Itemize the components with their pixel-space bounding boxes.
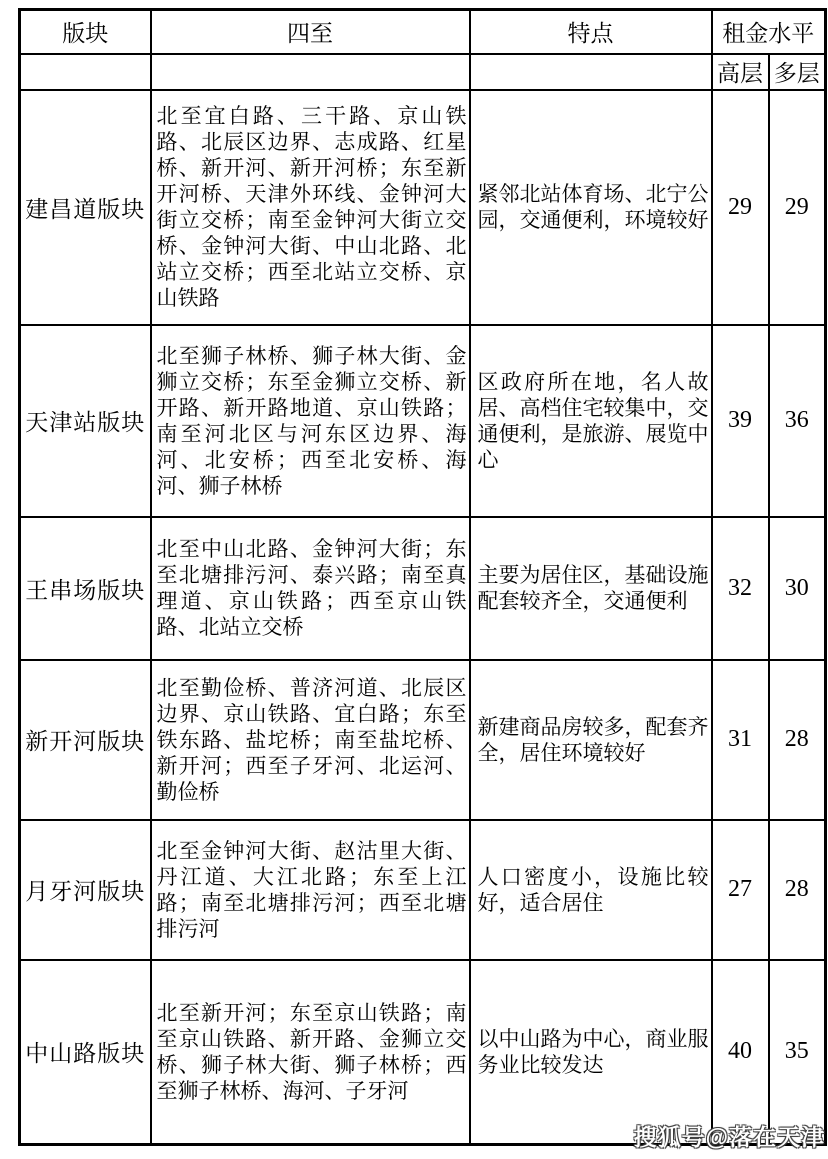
empty-cell xyxy=(20,54,151,90)
rent-high-rise: 27 xyxy=(712,820,769,960)
rent-high-rise: 32 xyxy=(712,517,769,660)
header-row-sub xyxy=(20,54,826,90)
header-rent-level: 租金水平 xyxy=(712,10,826,54)
table-row xyxy=(20,820,826,960)
district-rent-table xyxy=(18,8,827,1146)
table-row xyxy=(20,660,826,820)
rent-multi-storey: 36 xyxy=(769,325,826,517)
block-bounds: 北至狮子林桥、狮子林大街、金狮立交桥；东至金狮立交桥、新开路、新开路地道、京山铁路；南至河北区与河东区边界、海河、北安桥；西至北安桥、海河、狮子林桥 xyxy=(151,325,470,517)
header-features: 特点 xyxy=(470,10,712,54)
table-row xyxy=(20,960,826,1145)
block-bounds: 北至宜白路、三干路、京山铁路、北辰区边界、志成路、红星桥、新开河、新开河桥；东至新开河桥、天津外环线、金钟河大街立交桥；南至金钟河大街立交桥、金钟河大街、中山北路、北站立交桥；西至北站立交桥、京山铁路 xyxy=(151,90,470,325)
block-name: 建昌道版块 xyxy=(20,90,151,325)
block-bounds: 北至中山北路、金钟河大街；东至北塘排污河、泰兴路；南至真理道、京山铁路；西至京山铁路、北站立交桥 xyxy=(151,517,470,660)
rent-high-rise: 29 xyxy=(712,90,769,325)
block-name: 天津站版块 xyxy=(20,325,151,517)
block-bounds: 北至金钟河大街、赵沽里大街、丹江道、大江北路；东至上江路；南至北塘排污河；西至北塘排污河 xyxy=(151,820,470,960)
rent-high-rise: 40 xyxy=(712,960,769,1145)
table-row xyxy=(20,325,826,517)
block-features: 人口密度小，设施比较好，适合居住 xyxy=(470,820,712,960)
rent-multi-storey: 30 xyxy=(769,517,826,660)
block-name: 月牙河版块 xyxy=(20,820,151,960)
block-name: 中山路版块 xyxy=(20,960,151,1145)
block-name: 新开河版块 xyxy=(20,660,151,820)
block-features: 新建商品房较多，配套齐全，居住环境较好 xyxy=(470,660,712,820)
rent-multi-storey: 35 xyxy=(769,960,826,1145)
block-features: 主要为居住区，基础设施配套较齐全，交通便利 xyxy=(470,517,712,660)
header-multi-storey: 多层 xyxy=(769,54,826,90)
empty-cell xyxy=(470,54,712,90)
sohu-watermark: 搜狐号@落在天津 xyxy=(633,1124,825,1150)
table-row xyxy=(20,90,826,325)
block-name: 王串场版块 xyxy=(20,517,151,660)
block-features: 区政府所在地，名人故居、高档住宅较集中，交通便利，是旅游、展览中心 xyxy=(470,325,712,517)
rent-high-rise: 39 xyxy=(712,325,769,517)
table-row xyxy=(20,517,826,660)
rent-multi-storey: 28 xyxy=(769,820,826,960)
header-block: 版块 xyxy=(20,10,151,54)
rent-high-rise: 31 xyxy=(712,660,769,820)
block-bounds: 北至新开河；东至京山铁路；南至京山铁路、新开路、金狮立交桥、狮子林大街、狮子林桥；西至狮子林桥、海河、子牙河 xyxy=(151,960,470,1145)
rent-multi-storey: 29 xyxy=(769,90,826,325)
empty-cell xyxy=(151,54,470,90)
block-features: 以中山路为中心，商业服务业比较发达 xyxy=(470,960,712,1145)
block-bounds: 北至勤俭桥、普济河道、北辰区边界、京山铁路、宜白路；东至铁东路、盐坨桥；南至盐坨桥、新开河；西至子牙河、北运河、勤俭桥 xyxy=(151,660,470,820)
header-row-main xyxy=(20,10,826,54)
header-high-rise: 高层 xyxy=(712,54,769,90)
header-bounds: 四至 xyxy=(151,10,470,54)
rent-multi-storey: 28 xyxy=(769,660,826,820)
block-features: 紧邻北站体育场、北宁公园，交通便利，环境较好 xyxy=(470,90,712,325)
